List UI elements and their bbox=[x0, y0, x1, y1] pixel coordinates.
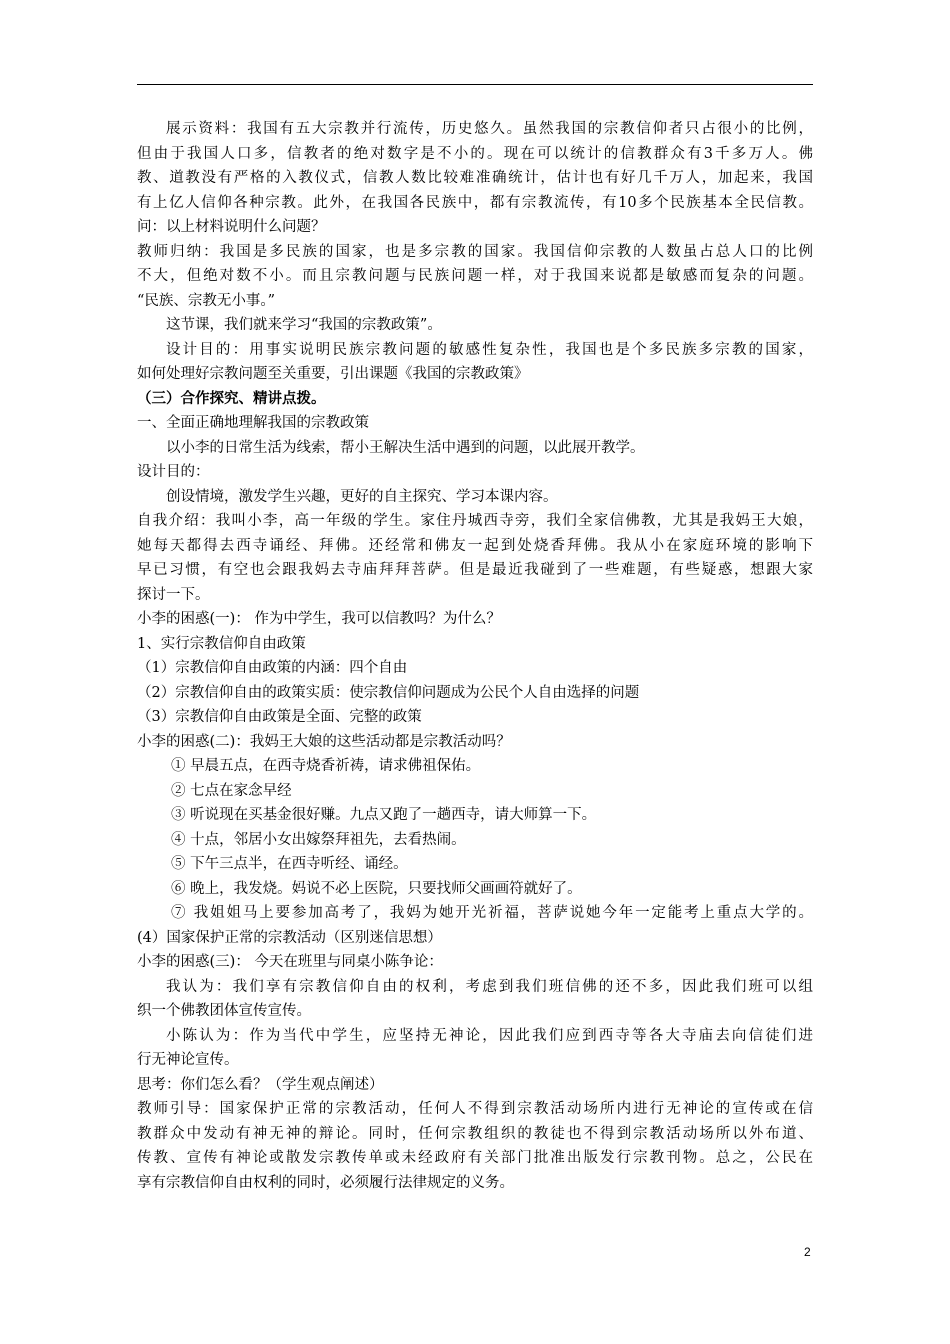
text-line: 行无神论宣传。 bbox=[137, 1052, 239, 1068]
text-line: ⑥ 晚上，我发烧。妈说不必上医院，只要找师父画画符就好了。 bbox=[171, 880, 582, 897]
text-line: 设计目的： bbox=[137, 464, 210, 480]
text-line: 教、道教没有严格的入教仪式，信教人数比较难准确统计，估计也有好几千万人，加起来，我国 bbox=[137, 170, 813, 186]
text-line: ③ 听说现在买基金很好赚。九点又跑了一趟西寺，请大师算一下。 bbox=[171, 807, 597, 823]
text-line: （2）宗教信仰自由的政策实质：使宗教信仰问题成为公民个人自由选择的问题 bbox=[137, 684, 640, 701]
text-line: 教师归纳：我国是多民族的国家，也是多宗教的国家。我国信仰宗教的人数虽占总人口的比例 bbox=[137, 243, 813, 260]
text-line: 探讨一下。 bbox=[137, 586, 210, 603]
text-line: （3）宗教信仰自由政策是全面、完整的政策 bbox=[137, 709, 422, 725]
text-line: 传教、宣传有神论或散发宗教传单或未经政府有关部门批准出版发行宗教刊物。总之，公民在 bbox=[137, 1150, 813, 1166]
text-line: 问：以上材料说明什么问题？ bbox=[137, 219, 326, 235]
text-line: 但由于我国人口多，信教者的绝对数字是不小的。现在可以统计的信教群众有3千多万人。佛 bbox=[137, 145, 813, 162]
text-line: 早已习惯，有空也会跟我妈去寺庙拜拜菩萨。但是最近我碰到了一些难题，有些疑惑，想跟大家 bbox=[137, 562, 813, 578]
text-line: 一、全面正确地理解我国的宗教政策 bbox=[137, 415, 369, 431]
text-line: 小李的困惑(三)： 今天在班里与同桌小陈争论： bbox=[137, 954, 443, 970]
text-line: 不大，但绝对数不小。而且宗教问题与民族问题一样，对于我国来说都是敏感而复杂的问题。 bbox=[137, 268, 813, 284]
text-line: 我认为：我们享有宗教信仰自由的权利，考虑到我们班信佛的还不多，因此我们班可以组 bbox=[166, 978, 813, 995]
text-line: 小陈认为：作为当代中学生，应坚持无神论，因此我们应到西寺等各大寺庙去向信徒们进 bbox=[166, 1027, 813, 1044]
text-line: 她每天都得去西寺诵经、拜佛。还经常和佛友一起到处烧香拜佛。我从小在家庭环境的影响下 bbox=[137, 537, 813, 554]
text-line: （三）合作探究、精讲点拨。 bbox=[137, 389, 326, 407]
text-line: (4）国家保护正常的宗教活动（区别迷信思想） bbox=[137, 929, 442, 946]
document-body bbox=[137, 117, 813, 1195]
text-line: 教师引导：国家保护正常的宗教活动，任何人不得到宗教活动场所内进行无神论的宣传或在信 bbox=[137, 1101, 813, 1117]
text-line: 织一个佛教团体宣传宣传。 bbox=[137, 1003, 311, 1019]
text-line: 教群众中发动有神无神的辩论。同时，任何宗教组织的教徒也不得到宗教活动场所以外布道、 bbox=[137, 1125, 813, 1142]
text-line: 如何处理好宗教问题至关重要，引出课题《我国的宗教政策》 bbox=[137, 366, 529, 382]
text-line: 这节课，我们就来学习“我国的宗教政策”。 bbox=[166, 317, 442, 333]
text-line: ② 七点在家念早经 bbox=[171, 782, 292, 799]
text-line: 小李的困惑(一)： 作为中学生，我可以信教吗？为什么？ bbox=[137, 611, 501, 627]
text-line: ① 早晨五点，在西寺烧香祈祷，请求佛祖保佑。 bbox=[171, 758, 481, 774]
text-line: “民族、宗教无小事。” bbox=[137, 292, 276, 309]
text-line: 有上亿人信仰各种宗教。此外，在我国各民族中，都有宗教流传，有10多个民族基本全民信教。 bbox=[137, 194, 813, 211]
text-line: 1、实行宗教信仰自由政策 bbox=[137, 635, 306, 652]
text-line: ⑦ 我姐姐马上要参加高考了，我妈为她开光祈福，菩萨说她今年一定能考上重点大学的。 bbox=[171, 905, 813, 921]
text-line: 设计目的：用事实说明民族宗教问题的敏感性复杂性，我国也是个多民族多宗教的国家， bbox=[166, 341, 813, 358]
text-line: 以小李的日常生活为线索，帮小王解决生活中遇到的问题，以此展开教学。 bbox=[166, 439, 645, 456]
text-line: 思考：你们怎么看？（学生观点阐述） bbox=[137, 1076, 384, 1093]
text-line: 展示资料：我国有五大宗教并行流传，历史悠久。虽然我国的宗教信仰者只占很小的比例， bbox=[166, 121, 813, 137]
text-line: 创设情境，激发学生兴趣，更好的自主探究、学习本课内容。 bbox=[166, 488, 558, 505]
text-line: （1）宗教信仰自由政策的内涵：四个自由 bbox=[137, 660, 408, 676]
text-line: ⑤ 下午三点半，在西寺听经、诵经。 bbox=[171, 856, 408, 872]
page-number: 2 bbox=[804, 1245, 811, 1259]
header-rule bbox=[137, 84, 813, 85]
text-line: 小李的困惑(二)：我妈王大娘的这些活动都是宗教活动吗？ bbox=[137, 733, 511, 750]
text-line: 享有宗教信仰自由权利的同时，必须履行法律规定的义务。 bbox=[137, 1174, 514, 1191]
text-line: 自我介绍：我叫小李，高一年级的学生。家住丹城西寺旁，我们全家信佛教，尤其是我妈王大娘， bbox=[137, 513, 813, 529]
text-line: ④ 十点，邻居小女出嫁祭拜祖先，去看热闹。 bbox=[171, 831, 466, 848]
